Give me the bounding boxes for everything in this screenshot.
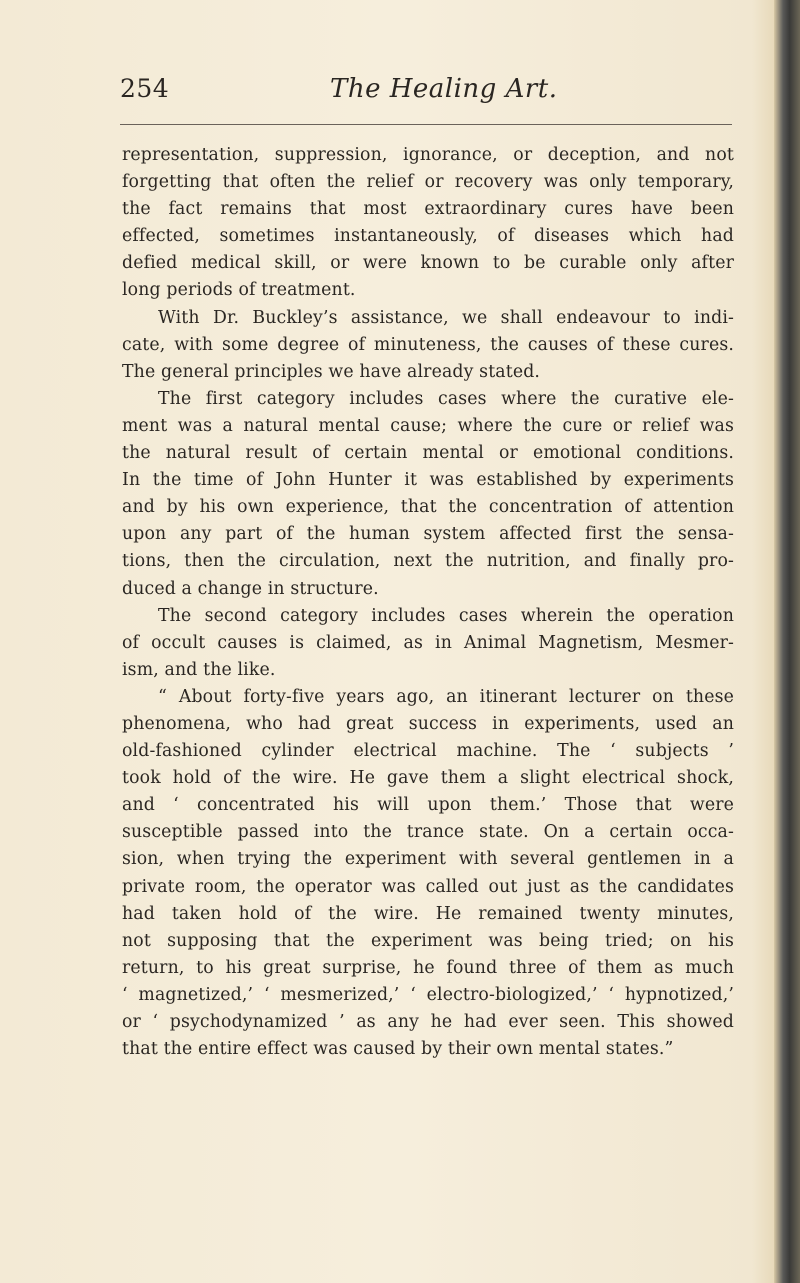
text-line: private room, the operator was called out just as the candidates [122, 876, 734, 897]
text-line: long periods of treatment. [122, 280, 356, 301]
text-line: forgetting that often the relief or recovery was only temporary, [122, 172, 734, 193]
text-line: and ‘ concentrated his will upon them.’ Those that were [122, 795, 734, 816]
text-line: upon any part of the human system affected first the sensa- [122, 524, 734, 545]
text-line: cate, with some degree of minuteness, the causes of these cures. [122, 334, 734, 355]
text-line: duced a change in structure. [122, 578, 379, 599]
text-line: phenomena, who had great success in experiments, used an [122, 713, 734, 734]
text-line: The second category includes cases wherein the operation [158, 605, 734, 626]
text-line: return, to his great surprise, he found three of them as much [122, 957, 734, 978]
text-line: or ‘ psychodynamized ’ as any he had ever seen. This showed [122, 1012, 734, 1032]
text-line: had taken hold of the wire. He remained twenty minutes, [122, 903, 734, 924]
text-line: that the entire effect was caused by their own mental states.” [122, 1039, 674, 1060]
header-rule [120, 124, 732, 125]
page-number: 254 [120, 74, 170, 103]
text-line: representation, suppression, ignorance, or deception, and not [122, 145, 734, 165]
text-line: susceptible passed into the trance state. On a certain occa- [122, 822, 734, 843]
text-line: With Dr. Buckley’s assistance, we shall endeavour to indi- [158, 307, 734, 328]
text-line: defied medical skill, or were known to be curable only after [122, 253, 734, 274]
text-line: ment was a natural mental cause; where the cure or relief was [122, 415, 734, 436]
text-line: old-fashioned cylinder electrical machine. The ‘ subjects ’ [122, 741, 734, 762]
text-line: The first category includes cases where the curative ele- [158, 388, 734, 409]
binding-edge-shadow [774, 0, 800, 1283]
text-line: the natural result of certain mental or emotional conditions. [122, 443, 734, 464]
text-line: effected, sometimes instantaneously, of diseases which had [122, 226, 734, 247]
text-line: of occult causes is claimed, as in Animal Magnetism, Mesmer- [122, 632, 734, 653]
text-line: The general principles we have already stated. [122, 361, 541, 382]
text-line: not supposing that the experiment was being tried; on his [122, 930, 734, 951]
text-line: the fact remains that most extraordinary cures have been [122, 199, 734, 220]
text-line: ism, and the like. [122, 659, 276, 680]
text-line: ‘ magnetized,’ ‘ mesmerized,’ ‘ electro-biologized,’ ‘ hypnotized,’ [122, 984, 734, 1005]
text-line: In the time of John Hunter it was established by experiments [122, 470, 734, 491]
text-line: sion, when trying the experiment with several gentlemen in a [122, 849, 734, 870]
text-line: took hold of the wire. He gave them a slight electrical shock, [122, 768, 734, 789]
running-title: The Healing Art. [330, 74, 558, 104]
text-line: “ About forty-five years ago, an itinerant lecturer on these [158, 686, 734, 707]
body-text [122, 142, 734, 1063]
running-head [120, 74, 730, 114]
text-line: and by his own experience, that the concentration of attention [122, 497, 734, 518]
text-line: tions, then the circulation, next the nutrition, and finally pro- [122, 551, 734, 572]
